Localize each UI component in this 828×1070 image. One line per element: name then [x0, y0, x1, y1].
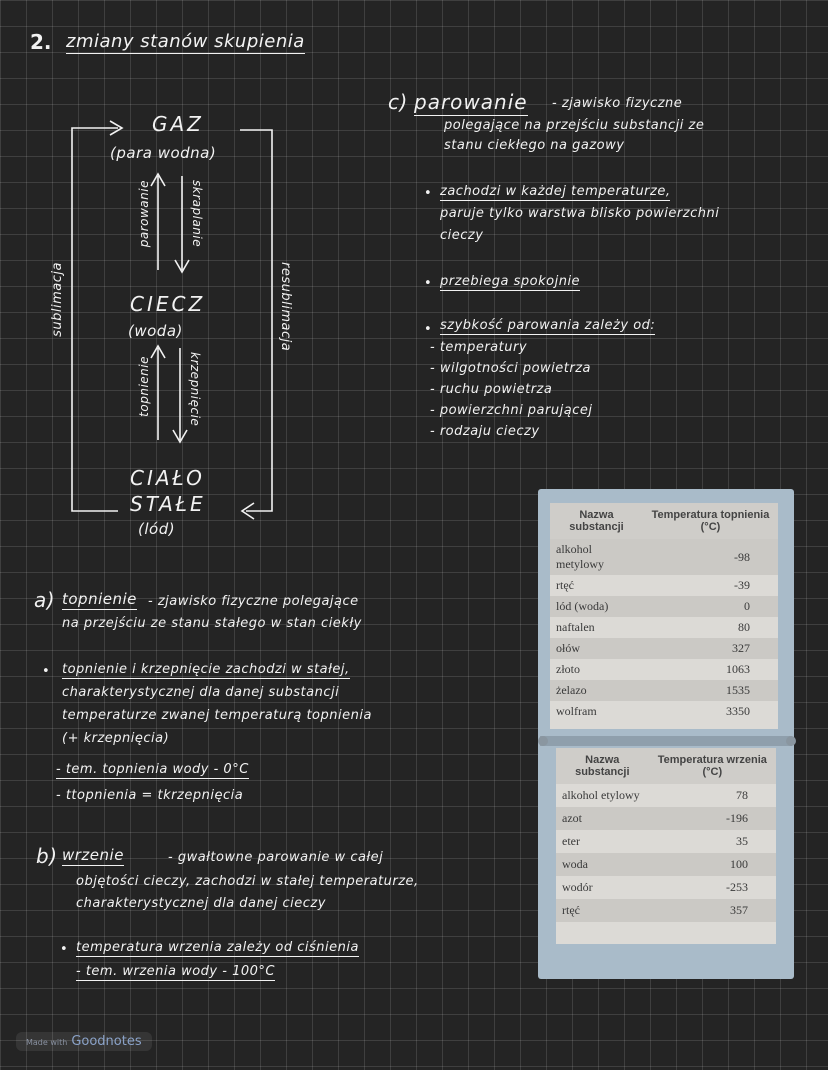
section-a-b1-2: charakterystycznej dla danej substancji: [62, 685, 340, 700]
watermark-prefix: Made with: [26, 1038, 68, 1047]
section-a-l2: - ttopnienia = tkrzepnięcia: [56, 788, 244, 803]
section-a-def-1: - zjawisko fizyczne polegające: [148, 594, 359, 609]
resize-handle-left[interactable]: [538, 736, 548, 746]
section-a-l1: - tem. topnienia wody - 0°C: [56, 762, 249, 777]
section-c-term: parowanie: [414, 90, 528, 114]
section-b-label: b): [36, 844, 58, 868]
sublimation-arrow-path: [72, 128, 118, 511]
table-cell: 78: [736, 788, 748, 802]
table-cell: 1535: [643, 680, 778, 701]
table-cell: 80: [738, 620, 750, 634]
evaporation-label: parowanie: [137, 180, 151, 248]
section-c-b3: szybkość parowania zależy od:: [440, 318, 656, 333]
factor-item: - ruchu powietrza: [430, 382, 553, 397]
section-a-b1-1: topnienie i krzepnięcie zachodzi w stałej,: [62, 662, 350, 677]
table-cell: 100: [649, 853, 776, 876]
section-c-def-3: stanu ciekłego na gazowy: [444, 138, 625, 153]
resublimation-arrow-path: [240, 130, 272, 511]
bullet-icon: •: [42, 664, 50, 679]
table-cell: naftalen: [556, 620, 595, 634]
freezing-label: krzepnięcie: [188, 352, 202, 427]
table-cell: wodór: [562, 880, 593, 894]
boiling-table-sheet: [556, 748, 776, 944]
page-title: zmiany stanów skupienia: [66, 31, 305, 52]
table-cell: 3350: [726, 704, 750, 718]
section-a-term: topnienie: [62, 590, 137, 608]
sublimation-label: sublimacja: [50, 262, 65, 337]
watermark-brand: Goodnotes: [71, 1034, 142, 1049]
melting-table: [550, 503, 778, 722]
melting-table-header-temp: Temperatura topnienia (°C): [643, 503, 778, 539]
section-b-def-1: - gwałtowne parowanie w całej: [168, 850, 384, 865]
section-c-b1-2: paruje tylko warstwa blisko powierzchni: [440, 206, 720, 221]
bullet-icon: •: [424, 276, 432, 291]
table-cell: 357: [649, 899, 776, 922]
bullet-icon: •: [60, 942, 68, 957]
table-cell: azot: [556, 807, 649, 830]
resize-handle-right[interactable]: [786, 736, 796, 746]
bullet-icon: •: [424, 186, 432, 201]
table-cell: rtęć: [556, 899, 649, 922]
melting-label: topnienie: [137, 356, 151, 417]
boiling-table-header-temp: Temperatura wrzenia (°C): [649, 748, 776, 784]
section-b-l1: - tem. wrzenia wody - 100°C: [76, 964, 275, 979]
title-number: 2.: [30, 30, 52, 54]
boiling-table: [556, 748, 776, 922]
section-b-def-3: charakterystycznej dla danej cieczy: [76, 896, 326, 911]
liquid-label: CIECZ: [130, 292, 206, 316]
gas-label: GAZ: [152, 112, 204, 136]
section-b-b1: temperatura wrzenia zależy od ciśnienia: [76, 940, 359, 955]
table-cell: ołów: [550, 638, 643, 659]
table-cell: lód (woda): [550, 596, 643, 617]
table-cell: alkohol etylowy: [562, 788, 640, 802]
section-a-def-2: na przejściu ze stanu stałego w stan ciekły: [62, 616, 362, 631]
table-cell: wolfram: [556, 704, 597, 718]
melting-table-sheet: [550, 503, 778, 729]
table-cell: -98: [643, 539, 778, 575]
section-c-def-1: - zjawisko fizyczne: [552, 96, 683, 111]
section-c-b1-1: zachodzi w każdej temperaturze,: [440, 184, 671, 199]
gas-sublabel: (para wodna): [110, 144, 217, 162]
liquid-sublabel: (woda): [128, 322, 183, 340]
table-cell: eter: [562, 834, 580, 848]
condensation-label: skraplanie: [190, 180, 204, 248]
resublimation-label: resublimacja: [278, 262, 293, 352]
bullet-icon: •: [424, 322, 432, 337]
boiling-table-header-substance: Nazwa substancji: [556, 748, 649, 784]
table-cell: -253: [726, 880, 748, 894]
table-cell: -39: [734, 578, 750, 592]
section-c-def-2: polegające na przejściu substancji ze: [444, 118, 705, 133]
section-a-b1-3: temperaturze zwanej temperaturą topnienia: [62, 708, 372, 723]
solid-label-2: STAŁE: [130, 492, 206, 516]
factor-item: - powierzchni parującej: [430, 403, 593, 418]
section-c-label: c): [388, 90, 408, 114]
table-cell: rtęć: [556, 578, 574, 592]
factor-item: - rodzaju cieczy: [430, 424, 540, 439]
solid-label-1: CIAŁO: [130, 466, 205, 490]
table-cell: alkohol metylowy: [550, 539, 643, 575]
table-cell: 35: [736, 834, 748, 848]
table-cell: woda: [556, 853, 649, 876]
goodnotes-watermark: [16, 1032, 152, 1051]
section-c-b1-3: cieczy: [440, 228, 484, 243]
factor-item: - wilgotności powietrza: [430, 361, 592, 376]
section-b-term: wrzenie: [62, 846, 124, 864]
solid-sublabel: (lód): [138, 520, 176, 538]
table-cell: 0: [643, 596, 778, 617]
section-b-def-2: objętości cieczy, zachodzi w stałej temperaturze,: [76, 874, 419, 889]
melting-table-header-substance: Nazwa substancji: [550, 503, 643, 539]
section-c-b2: przebiega spokojnie: [440, 274, 581, 289]
table-cell: złoto: [556, 662, 580, 676]
factor-item: - temperatury: [430, 340, 528, 355]
section-a-label: a): [34, 588, 56, 612]
section-a-b1-4: (+ krzepnięcia): [62, 731, 170, 746]
table-cell: -196: [649, 807, 776, 830]
table-cell: żelazo: [550, 680, 643, 701]
photo-divider: [540, 736, 792, 746]
table-cell: 327: [643, 638, 778, 659]
table-cell: 1063: [726, 662, 750, 676]
